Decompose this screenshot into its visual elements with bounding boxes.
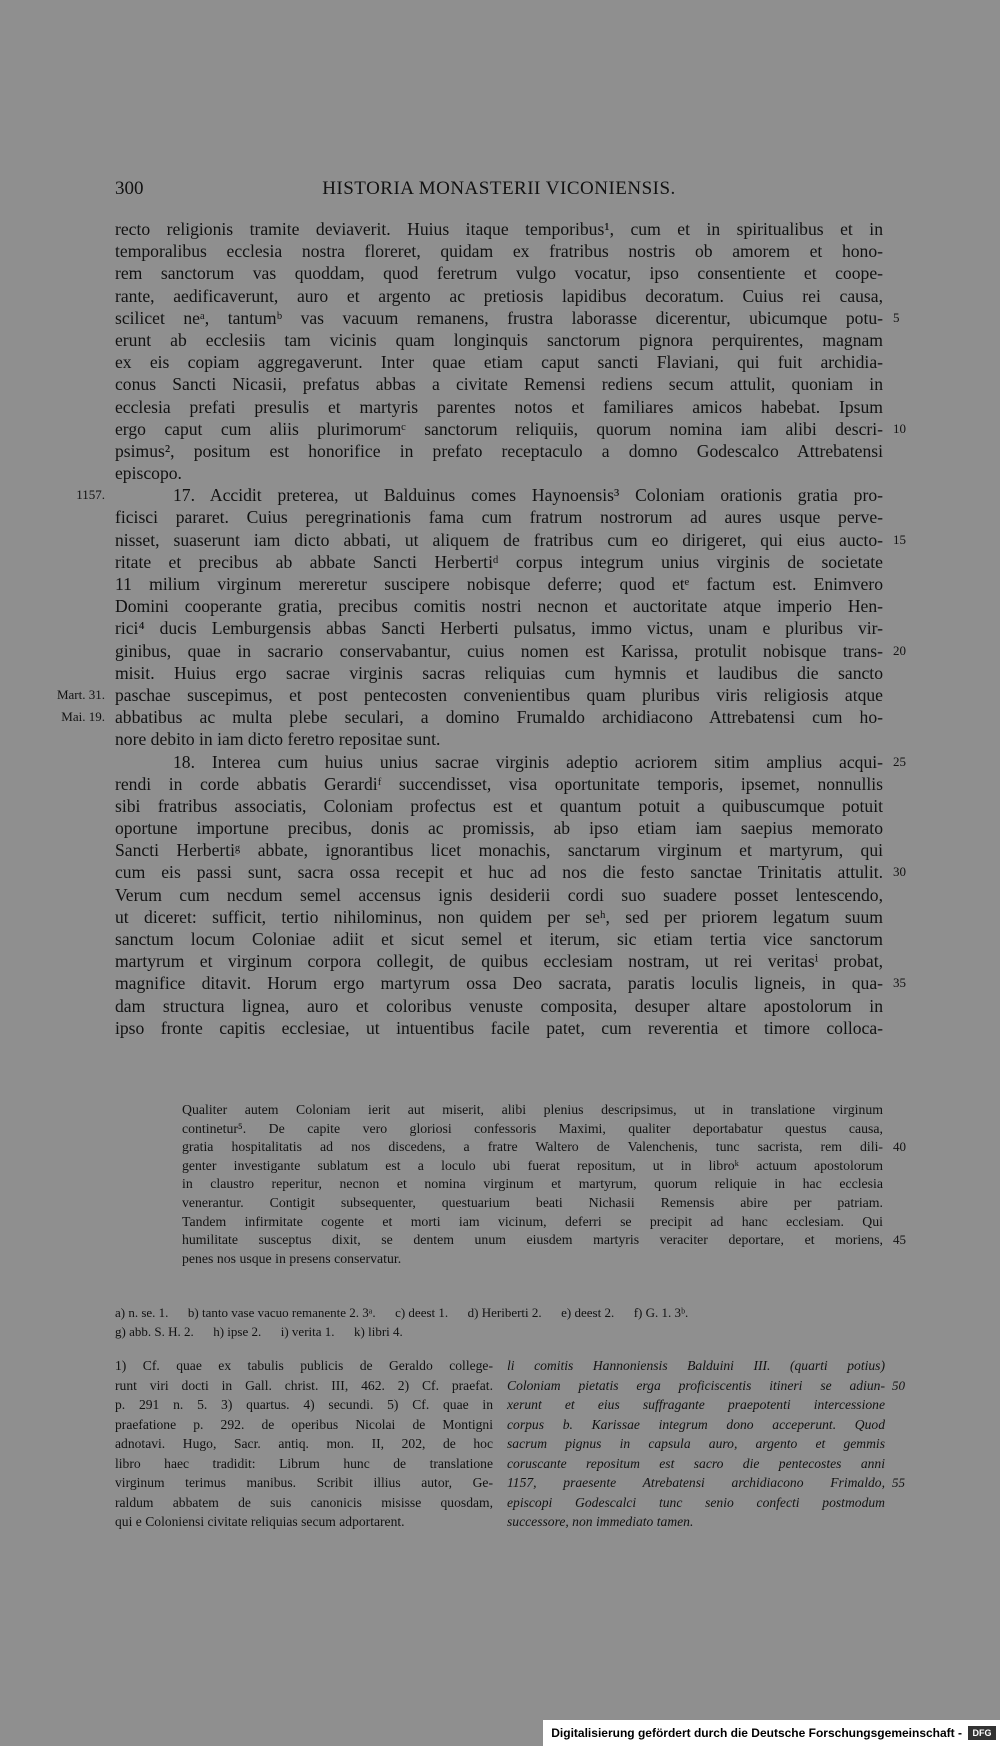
line-number: 40 [893,1139,906,1155]
text-line [115,817,883,839]
digitization-credit [543,1720,1000,1746]
footnotes-left-column [115,1356,493,1532]
line-number: 45 [893,1232,906,1248]
text-line-text: martyrum et virginum corpora collegit, de quibus ecclesiam nostram, ut rei veritasⁱ probat, [115,951,883,972]
margin-date: Mai. 19. [61,709,105,725]
page-header [115,178,883,208]
text-line [115,240,883,262]
text-line-text: abbatibus ac multa plebe seculari, a domino Frumaldo archidiacono Attrebatensi cum ho- [115,707,883,728]
text-line [115,795,883,817]
text-line [115,285,883,307]
footnote-line [507,1473,905,1493]
margin-date: 1157. [76,487,105,503]
footnote-line-text: episcopi Godescalci tunc senio confecti postmodum [507,1494,885,1510]
text-line-text: scilicet neᵃ, tantumᵇ vas vacuum remanens, frustra laborasse dicerentur, ubicumque potu- [115,307,883,328]
quote-line-text: humilitate susceptus dixit, se dentem unum eiusdem martyris veraciter deportare, et moriens, [182,1232,883,1248]
footnote-line-text: sacrum pignus in capsula auro, argento et gemmis [507,1436,885,1451]
text-line-text: ritate et precibus ab abbate Sancti Herbertiᵈ corpus integrum unius virginis de societate [115,551,883,572]
text-line-text: misit. Huius ergo sacrae virginis sacras reliquias cum hymnis et laudibus die sancto [115,662,883,683]
text-line [115,418,906,440]
quote-line [182,1157,883,1176]
footnote-line [115,1356,493,1376]
text-line-text: temporalibus ecclesia nostra floreret, quidam ex fratribus nostris ob amorem et hono- [115,241,883,262]
footnote-line-text: libro haec tradidit: Librum hunc de translatione [115,1455,493,1471]
footnote-line-text: li comitis Hannoniensis Balduini III. (quarti potius) [507,1358,885,1373]
quote-line-text: genter investigante sublatum est a loculo ubi fuerat repositum, ut in libroᵏ actuum apostolorum [182,1157,883,1173]
dfg-logo-icon: DFG [968,1726,996,1740]
footnote-line [507,1454,885,1474]
text-line-text: cum eis passi sunt, sacra ossa recepit et huc ad nos die festo sanctae Trinitatis attulit. [115,862,883,883]
text-line-text: nore debito in iam dicto feretro repositae sunt. [115,729,441,750]
text-line [115,662,883,684]
text-line-text: rante, aedificaverunt, auro et argento ac pretiosis lapidibus decoratum. Cuius rei causa, [115,285,883,306]
text-line-text: 17. Accidit preterea, ut Balduinus comes Haynoensis³ Coloniam orationis gratia pro- [173,485,883,506]
text-line [115,262,883,284]
text-line [115,529,906,551]
footnote-line-text: 1) Cf. quae ex tabulis publicis de Geraldo college- [115,1358,493,1373]
footnote-line [507,1415,885,1435]
footnote-line [115,1512,493,1532]
footnote-line [115,1454,493,1474]
footnote-line-text: 1157, praesente Atrebatensi archidiacono Frimaldo, [507,1475,885,1490]
line-number: 10 [893,420,906,436]
text-line-text: 11 milium virginum mereretur suscipere nobisque deferre; quod etᵉ factum est. Enimvero [115,574,883,594]
line-number: 15 [893,531,906,547]
text-line [115,351,883,373]
footnote-line-text: xerunt et eius suffragante praepotenti intercessione [507,1397,885,1412]
text-line-text: Verum cum necdum semel accensus ignis desiderii cordi suo suadere posset lentescendo, [115,884,883,905]
footnote-line [115,1415,493,1435]
footnote-line-text: praefatione p. 292. de operibus Nicolai de Montigni [115,1416,493,1432]
text-line [115,928,883,950]
footnote-line [507,1395,885,1415]
text-line-text: rem sanctorum vas quoddam, quod feretrum vulgo vocatur, ipso consentiente et coope- [115,263,883,284]
quote-line [182,1101,883,1120]
text-line-text: ut diceret: sufficit, tertio nihilominus, non quidem per seʰ, sed per priorem legatum suum [115,906,883,927]
line-number: 20 [893,642,906,658]
text-line-text: Domini cooperante gratia, precibus comitis nostri necnon et auctoritate atque imperio Hen- [115,596,883,617]
quote-line-text: venerantur. Contigit subsequenter, questuarium beati Nichasii Remensis abire per patriam. [182,1194,883,1210]
quote-line-text: penes nos usque in presens conservatur. [182,1250,402,1266]
line-number: 30 [893,864,906,880]
text-line [115,972,906,994]
footnote-line-text: virginum terimus manibus. Scribit illius autor, Ge- [115,1475,493,1490]
text-line-text: psimus², positum est honorifice in prefato receptaculo a domno Godescalco Attrebatensi [115,440,883,461]
line-number: 35 [893,975,906,991]
apparatus-row: a) n. se. 1. b) tanto vase vacuo remanente 2. 3ᵃ. c) deest 1. d) Heriberti 2. e) deest 2. f) G. 1. 3ᵇ. [115,1305,689,1320]
text-line [115,1017,883,1039]
text-line [115,329,883,351]
text-line [115,551,883,573]
text-line [56,684,883,706]
footnote-line-text: Coloniam pietatis erga proficiscentis itineri se adiun- [507,1377,885,1393]
quote-line [182,1213,883,1232]
text-line-text: episcopo. [115,463,182,484]
text-line-text: ex eis copiam aggregaverunt. Inter quae etiam caput sancti Flaviani, qui fuit archidia- [115,352,883,373]
text-line [115,396,883,418]
footnote-line [507,1434,885,1454]
quoted-passage [182,1101,906,1268]
main-text [56,218,906,1039]
quote-line [182,1250,883,1269]
text-line [115,884,883,906]
quote-line-text: Qualiter autem Coloniam ierit aut miserit, alibi plenius descripsimus, ut in translatione virginum [182,1102,883,1117]
line-number: 25 [893,753,906,769]
quote-line-text: in claustro reperitur, necnon et nomina virginum et martyrum, quorum reliquie in hac ecclesia [182,1176,883,1192]
line-number: 55 [892,1475,905,1490]
footnote-line-text: coruscante repositum est sacro die pentecostes anni [507,1455,885,1471]
text-line-text: paschae suscepimus, et post pentecosten convenientibus quam pluribus viris religiosis atque [115,684,883,705]
text-line [115,506,883,528]
footnote-line-text: successore, non immediato tamen. [507,1514,694,1529]
text-line-text: ginibus, quae in sacrario conservabantur, cuius nomen est Karissa, protulit nobisque trans- [115,640,883,661]
text-line-text: 18. Interea cum huius unius sacrae virginis adeptio acriorem sitim amplius acqui- [173,751,883,772]
text-line [115,595,883,617]
text-line-text: recto religionis tramite deviaverit. Huius itaque temporibus¹, cum et in spiritualibus et in [115,219,883,239]
text-line [115,462,883,484]
text-line [115,839,883,861]
text-line-text: sanctum locum Coloniae adiit et sicut semel et iterum, sic etiam tertia vice sanctorum [115,929,883,949]
text-line [115,573,883,595]
footnote-line-text: runt viri docti in Gall. christ. III, 462. 2) Cf. praefat. [115,1377,493,1393]
footnotes-right-column [507,1356,905,1532]
page-number: 300 [115,178,144,199]
footnote-line [115,1395,493,1415]
text-line-text: sibi fratribus associatis, Coloniam profectus est et quantum potuit a quibuscumque potuit [115,795,883,816]
text-line-text: nisset, suaserunt iam dicto abbati, ut aliquem de fratribus cum eo dirigeret, qui eius aucto- [115,529,883,550]
text-line [115,751,906,773]
text-line [115,440,883,462]
text-line-text: oportune importune precibus, donis ac promissis, ab ipso etiam iam saepius memorato [115,818,883,839]
text-line [115,861,906,883]
critical-apparatus [115,1303,883,1341]
footnote-line [115,1434,493,1454]
credit-text: Digitalisierung gefördert durch die Deutsche Forschungsgemeinschaft - [551,1726,962,1740]
apparatus-row: g) abb. S. H. 2. h) ipse 2. i) verita 1. k) libri 4. [115,1324,403,1339]
text-line [115,307,900,329]
text-line [115,995,883,1017]
text-line-text: magnifice ditavit. Horum ergo martyrum ossa Deo sacrata, paratis loculis ligneis, in qua- [115,973,883,994]
text-line-text: ecclesia prefati presulis et martyris parentes notos et familiares amicos habebat. Ipsum [115,396,883,417]
text-line-text: conus Sancti Nicasii, prefatus abbas a civitate Remensi rediens secum attulit, quoniam in [115,374,883,395]
text-line [115,950,883,972]
quote-line [182,1231,906,1250]
margin-date: Mart. 31. [56,686,105,702]
quote-line [182,1175,883,1194]
text-line [115,218,883,240]
footnote-line [507,1376,905,1396]
text-line [61,706,883,728]
running-title: HISTORIA MONASTERII VICONIENSIS. [322,178,676,199]
text-line-text: dam structura lignea, auro et coloribus venuste composita, desuper altare apostolorum in [115,995,883,1016]
text-line [115,373,883,395]
quote-line-text: gratia hospitalitatis ad nos discedens, a fratre Waltero de Valenchenis, tunc sacrista, rem dili- [182,1139,883,1155]
quote-line [182,1120,883,1139]
text-line-text: ipso fronte capitis ecclesiae, ut intuentibus facile patet, cum reverentia et timore colloca- [115,1017,883,1038]
text-line-text: ficisci pararet. Cuius peregrinationis fama cum fratrum nostrorum ad aures usque perve- [115,507,883,528]
footnote-line-text: corpus b. Karissae integrum dono acceperunt. Quod [507,1416,885,1432]
footnote-line [115,1493,493,1513]
text-line [115,617,883,639]
text-line-text: ergo caput cum aliis plurimorumᶜ sanctorum reliquiis, quorum nomina iam alibi descri- [115,418,883,439]
text-line [115,906,883,928]
footnote-line [115,1473,493,1493]
line-number: 5 [893,309,900,325]
text-line-text: Sancti Herbertiᵍ abbate, ignorantibus licet monachis, sanctarum virginum et martyrum, qui [115,840,883,861]
text-line [115,640,906,662]
footnote-line-text: qui e Coloniensi civitate reliquias secum adportarent. [115,1514,405,1529]
text-line-text: rendi in corde abbatis Gerardiᶠ succendisset, visa oportunitate temporis, ipsemet, nonnullis [115,773,883,794]
footnote-line-text: adnotavi. Hugo, Sacr. antiq. mon. II, 202, de hoc [115,1436,493,1451]
text-line [115,773,883,795]
text-line [115,728,883,750]
quote-line [182,1194,883,1213]
footnote-line [115,1376,493,1396]
footnote-line [507,1512,885,1532]
quote-line [182,1138,906,1157]
footnote-line [507,1356,885,1376]
quote-line-text: Tandem infirmitate cogente et morti iam vicinum, deferri se precipit ad hanc ecclesiam. Qui [182,1213,883,1229]
quote-line-text: continetur⁵. De capite vero gloriosi confessoris Maximi, qualiter deportabatur questus causa, [182,1120,883,1136]
text-line-text: erunt ab ecclesiis tam vicinis quam longinquis sanctorum pignora perquirentes, magnam [115,329,883,350]
text-line [76,484,883,506]
footnote-line [507,1493,885,1513]
line-number: 50 [892,1377,905,1393]
footnote-line-text: p. 291 n. 5. 3) quartus. 4) secundi. 5) Cf. quae in [115,1397,493,1412]
text-line-text: rici⁴ ducis Lemburgensis abbas Sancti Herberti pulsatus, immo victus, unam e pluribus vir- [115,618,883,639]
footnote-line-text: raldum abbatem de suis canonicis misisse quosdam, [115,1494,493,1510]
